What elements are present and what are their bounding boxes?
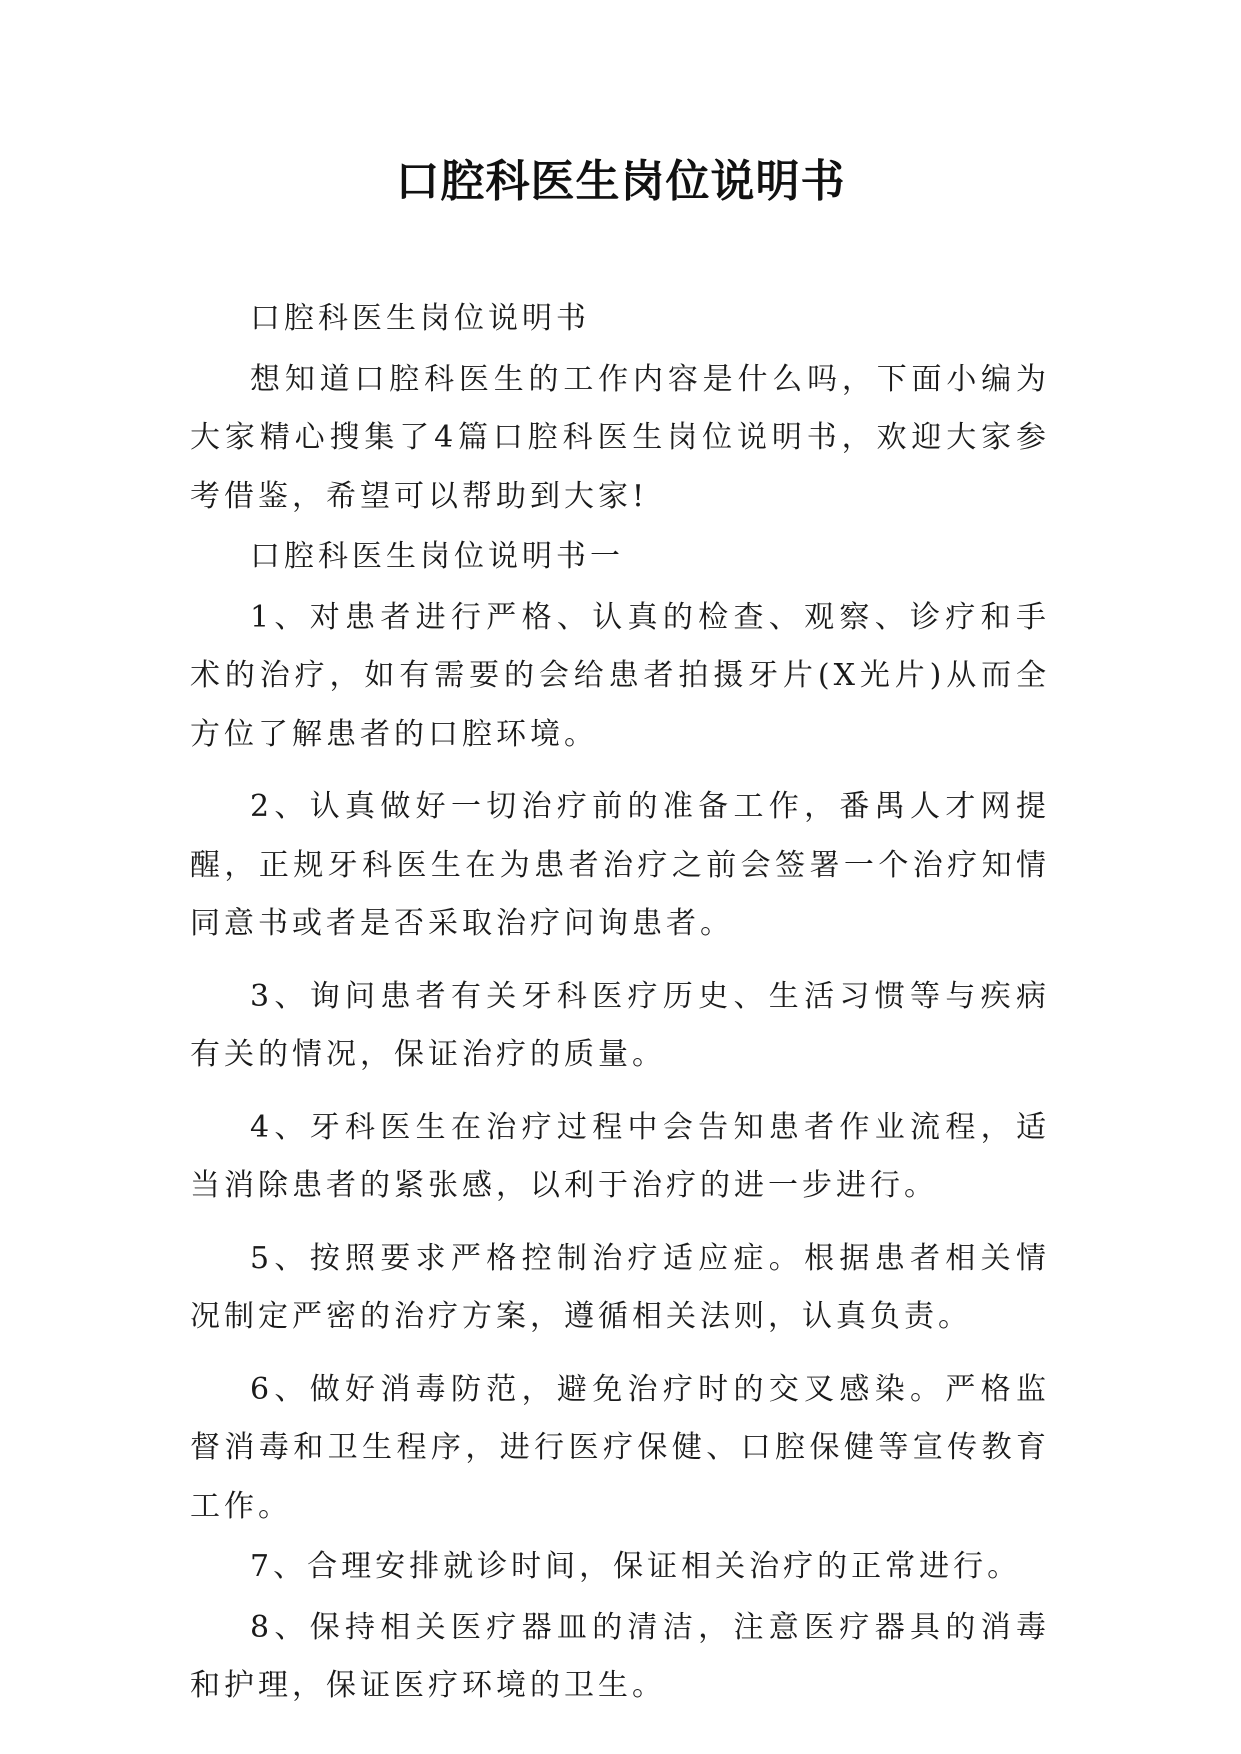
- duty-item-2: 2、认真做好一切治疗前的准备工作，番禺人才网提醒，正规牙科医生在为患者治疗之前会签署一个治疗知情同意书或者是否采取治疗问询患者。: [190, 789, 1050, 941]
- duty-item-1: 1、对患者进行严格、认真的检查、观察、诊疗和手术的治疗，如有需要的会给患者拍摄牙片(X光片)从而全方位了解患者的口腔环境。: [190, 599, 1050, 752]
- duty-item-3: 3、询问患者有关牙科医疗历史、生活习惯等与疾病有关的情况，保证治疗的质量。: [190, 978, 1050, 1072]
- duty-item-8: 8、保持相关医疗器皿的清洁，注意医疗器具的消毒和护理，保证医疗环境的卫生。: [190, 1609, 1050, 1703]
- document-subtitle: 口腔科医生岗位说明书: [250, 301, 590, 336]
- document-title: 口腔科医生岗位说明书: [395, 156, 846, 207]
- duty-item-7: 7、合理安排就诊时间，保证相关治疗的正常进行。: [250, 1549, 1022, 1584]
- section-heading: 口腔科医生岗位说明书一: [250, 539, 624, 574]
- duty-item-6: 6、做好消毒防范，避免治疗时的交叉感染。严格监督消毒和卫生程序，进行医疗保健、口腔保健等宣传教育工作。: [190, 1371, 1050, 1524]
- intro-paragraph: 想知道口腔科医生的工作内容是什么吗，下面小编为大家精心搜集了4篇口腔科医生岗位说明书，欢迎大家参考借鉴，希望可以帮助到大家!: [190, 361, 1050, 514]
- duty-item-4: 4、牙科医生在治疗过程中会告知患者作业流程，适当消除患者的紧张感，以利于治疗的进一步进行。: [190, 1109, 1050, 1203]
- duty-item-5: 5、按照要求严格控制治疗适应症。根据患者相关情况制定严密的治疗方案，遵循相关法则，认真负责。: [190, 1240, 1050, 1334]
- document-body: [190, 290, 1050, 1730]
